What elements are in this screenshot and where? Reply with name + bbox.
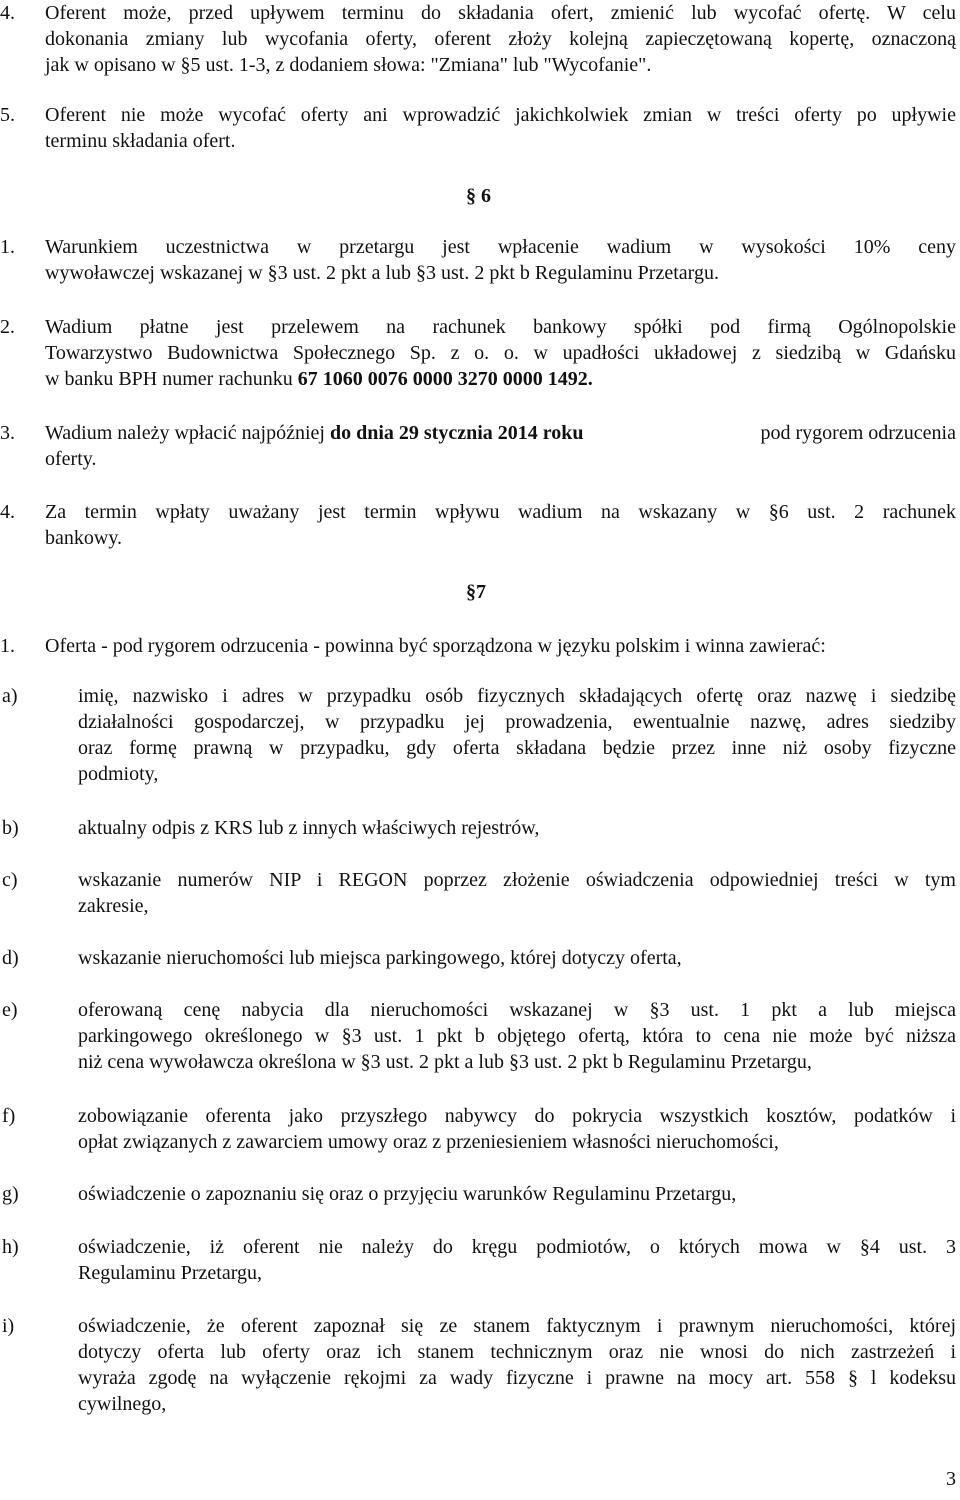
list-f-text-1: zobowiązanie oferenta jako przyszłego nabywcy do pokrycia wszystkich kosztów, podatków i: [78, 1105, 956, 1127]
list-e-label: e): [2, 999, 18, 1021]
list-c-line-1: [0, 867, 960, 893]
list-a-line-4: [0, 761, 960, 787]
list-i-line-1: [0, 1313, 960, 1339]
list-h-line-1: [0, 1234, 960, 1260]
list-c-line-2: [0, 893, 960, 919]
list-h-text-1: oświadczenie, iż oferent nie należy do kręgu podmiotów, o których mowa w §4 ust. 3: [78, 1236, 956, 1258]
list-i-text-2: dotyczy oferta lub oferty oraz ich stanem technicznym oraz nie wnosi do nich zastrzeżeń i: [78, 1341, 956, 1363]
p4-text-1: Oferent może, przed upływem terminu do składania ofert, zmienić lub wycofać ofertę. W celu: [45, 2, 956, 24]
s6-item3-text-2: oferty.: [45, 448, 97, 470]
list-i-text-3: wyraża zgodę na wyłączenie rękojmi za wady fizyczne i prawne na mocy art. 558 § l kodeksu: [78, 1367, 956, 1389]
p5-text-2: terminu składania ofert.: [45, 130, 236, 152]
list-i-line-4: [0, 1391, 960, 1417]
s6-item2-line-1: [0, 314, 960, 340]
list-e-text-2: parkingowego określonego w §3 ust. 1 pkt b objętego ofertą, która to cena nie może być niższa: [78, 1025, 956, 1047]
list-a-text-3: oraz formę prawną w przypadku, gdy oferta składana będzie przez inne niż osoby fizyczne: [78, 737, 956, 759]
s6-item2-account-prefix: w banku BPH numer rachunku: [45, 368, 298, 390]
list-i-text-4: cywilnego,: [78, 1393, 167, 1415]
p4-line-1: [0, 0, 960, 26]
s6-item4-text-1: Za termin wpłaty uważany jest termin wpływu wadium na wskazany w §6 ust. 2 rachunek: [45, 501, 956, 523]
s6-item1-line-2: [0, 260, 960, 286]
list-a-line-2: [0, 709, 960, 735]
list-e-line-3: [0, 1049, 960, 1075]
s6-item2-line-3: [0, 366, 960, 392]
list-i-line-2: [0, 1339, 960, 1365]
p4-number: 4.: [0, 2, 15, 24]
list-i-label: i): [2, 1315, 15, 1337]
s7-item1-number: 1.: [0, 635, 15, 657]
s6-item4-line-1: [0, 499, 960, 525]
list-a-text-4: podmioty,: [78, 763, 159, 785]
list-f-label: f): [2, 1105, 16, 1127]
list-b-label: b): [2, 817, 19, 839]
section-7-heading: §7: [466, 581, 486, 603]
list-a-line-3: [0, 735, 960, 761]
list-f-line-1: [0, 1103, 960, 1129]
list-g-line-1: [0, 1181, 960, 1207]
list-h-line-2: [0, 1260, 960, 1286]
s6-item2-text-1: Wadium płatne jest przelewem na rachunek bankowy spółki pod firmą Ogólnopolskie: [45, 316, 956, 338]
p5-number: 5.: [0, 104, 15, 126]
list-b-text-1: aktualny odpis z KRS lub z innych właściwych rejestrów,: [78, 817, 540, 839]
s6-item1-text-2: wywoławczej wskazanej w §3 ust. 2 pkt a lub §3 ust. 2 pkt b Regulaminu Przetargu.: [45, 262, 719, 284]
s6-item4-line-2: [0, 525, 960, 551]
section-6-heading: § 6: [466, 185, 491, 207]
list-c-label: c): [2, 869, 18, 891]
p5-text-1: Oferent nie może wycofać oferty ani wprowadzić jakichkolwiek zmian w treści oferty po upływie: [45, 104, 956, 126]
list-h-label: h): [2, 1236, 19, 1258]
page-number: 3: [946, 1468, 956, 1490]
list-e-line-1: [0, 997, 960, 1023]
list-e-text-1: oferowaną cenę nabycia dla nieruchomości wskazanej w §3 ust. 1 pkt a lub miejsca: [78, 999, 956, 1021]
list-d-text-1: wskazanie nieruchomości lub miejsca parkingowego, której dotyczy oferta,: [78, 947, 682, 969]
list-a-line-1: [0, 683, 960, 709]
list-f-line-2: [0, 1129, 960, 1155]
list-g-text-1: oświadczenie o zapoznaniu się oraz o przyjęciu warunków Regulaminu Przetargu,: [78, 1183, 737, 1205]
p4-text-3: jak w opisano w §5 ust. 1-3, z dodaniem słowa: "Zmiana" lub "Wycofanie".: [45, 54, 652, 76]
list-c-text-2: zakresie,: [78, 895, 149, 917]
list-i-line-3: [0, 1365, 960, 1391]
s6-item2-text-3: [45, 366, 956, 392]
list-f-text-2: opłat związanych z zawarciem umowy oraz z przeniesieniem własności nieruchomości,: [78, 1131, 779, 1153]
list-b-line-1: [0, 815, 960, 841]
p4-text-2: dokonania zmiany lub wycofania oferty, oferent złoży kolejną zapieczętowaną kopertę, oznaczoną: [45, 28, 956, 50]
p4-line-2: [0, 26, 960, 52]
bank-account-number: 67 1060 0076 0000 3270 0000 1492.: [297, 368, 593, 390]
list-a-text-2: działalności gospodarczej, w przypadku jej prowadzenia, ewentualnie nazwę, adres siedziby: [78, 711, 956, 733]
s6-item2-line-2: [0, 340, 960, 366]
list-a-text-1: imię, nazwisko i adres w przypadku osób fizycznych składających ofertę oraz nazwę i siedzibę: [78, 685, 956, 707]
p5-line-2: [0, 128, 960, 154]
s6-item1-text-1: Warunkiem uczestnictwa w przetargu jest wpłacenie wadium w wysokości 10% ceny: [45, 236, 956, 258]
list-e-text-3: niż cena wywoławcza określona w §3 ust. 2 pkt a lub §3 ust. 2 pkt b Regulaminu Przetargu,: [78, 1051, 812, 1073]
s6-item1-number: 1.: [0, 236, 15, 258]
s6-item1-line-1: [0, 234, 960, 260]
list-h-text-2: Regulaminu Przetargu,: [78, 1262, 263, 1284]
s6-item4-text-2: bankowy.: [45, 527, 123, 549]
s6-item2-text-2: Towarzystwo Budownictwa Społecznego Sp. z o. o. w upadłości układowej z siedzibą w Gdańsku: [45, 342, 956, 364]
list-d-label: d): [2, 947, 19, 969]
list-e-line-2: [0, 1023, 960, 1049]
s6-item3-prefix: Wadium należy wpłacić najpóźniej: [45, 422, 330, 444]
s6-item4-number: 4.: [0, 501, 15, 523]
deadline-date: do dnia 29 stycznia 2014 roku: [329, 422, 584, 444]
list-a-label: a): [2, 685, 18, 707]
list-c-text-1: wskazanie numerów NIP i REGON poprzez złożenie oświadczenia odpowiedniej treści w tym: [78, 869, 956, 891]
s7-item1-line-1: [0, 633, 960, 659]
p5-line-1: [0, 102, 960, 128]
p4-line-3: [0, 52, 960, 78]
s6-item3-number: 3.: [0, 422, 15, 444]
s6-item3-tail: pod rygorem odrzucenia: [760, 422, 956, 444]
s6-item2-number: 2.: [0, 316, 15, 338]
list-i-text-1: oświadczenie, że oferent zapoznał się ze stanem faktycznym i prawnym nieruchomości, której: [78, 1315, 956, 1337]
s6-item3-line-2: [0, 446, 960, 472]
s6-item3-line-1: [0, 420, 960, 446]
s7-item1-text-1: Oferta - pod rygorem odrzucenia - powinna być sporządzona w języku polskim i winna zawierać:: [45, 635, 826, 657]
list-g-label: g): [2, 1183, 19, 1205]
list-d-line-1: [0, 945, 960, 971]
